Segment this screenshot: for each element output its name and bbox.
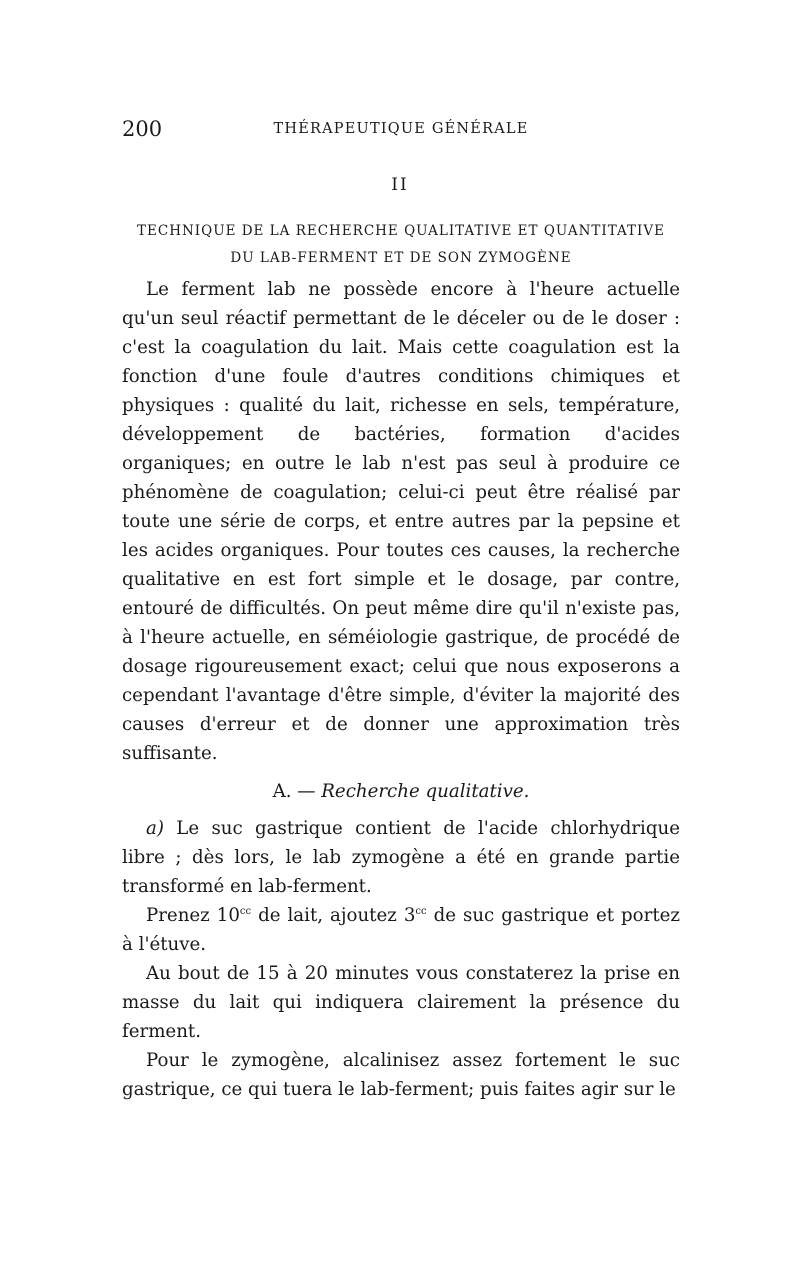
section-number: II bbox=[391, 175, 409, 195]
intro-paragraph: Le ferment lab ne possède encore à l'heure actuelle qu'un seul réactif permettant de le déceler ou de le doser : c'est la coagulation du lait. Mais cette coagulation est la fonction d'une foule d'autres conditions chimiques et physiques : qualité du lait, richesse en sels, température, développement de bactéries, formation d'acides organiques; en outre le lab n'est pas seul à produire ce phénomène de coagulation; celui-ci peut être réalisé par toute une série de corps, et entre autres par la pepsine et les acides organiques. Pour toutes ces causes, la recherche qualitative en est fort simple et le dosage, par contre, entouré de difficultés. On peut même dire qu'il n'existe pas, à l'heure actuelle, en séméiologie gastrique, de procédé de dosage rigoureusement exact; celui que nous exposerons a cependant l'avantage d'être simple, d'éviter la majorité des causes d'erreur et de donner une approximation très suffisante. bbox=[122, 279, 680, 764]
subsection-heading bbox=[122, 777, 680, 806]
body-text bbox=[122, 275, 680, 1104]
subsection-letter: A. — bbox=[272, 781, 322, 802]
section-heading bbox=[122, 218, 680, 272]
prenez-text-1: Prenez 10 bbox=[146, 905, 240, 926]
prenez-text-3: de suc gastrique et portez à l'étuve. bbox=[122, 905, 680, 955]
paragraph-prenez bbox=[122, 901, 680, 959]
running-header bbox=[122, 117, 680, 145]
page-number: 200 bbox=[122, 117, 163, 141]
prenez-text-2: de lait, ajoutez 3 bbox=[251, 905, 416, 926]
item-a-mark: a) bbox=[146, 818, 164, 839]
item-a-text: Le suc gastrique contient de l'acide chlorhydrique libre ; dès lors, le lab zymogène a été en grande partie transformé en lab-ferment. bbox=[122, 818, 680, 897]
prenez-unit-1: cc bbox=[239, 906, 252, 917]
running-title: THÉRAPEUTIQUE GÉNÉRALE bbox=[273, 121, 529, 137]
section-heading-line-1: TECHNIQUE DE LA RECHERCHE QUALITATIVE ET QUANTITATIVE bbox=[137, 223, 665, 239]
paragraph-item-a bbox=[122, 814, 680, 901]
paragraph-au-bout: Au bout de 15 à 20 minutes vous constaterez la prise en masse du lait qui indiquera clairement la présence du ferment. bbox=[122, 963, 680, 1042]
prenez-unit-2: cc bbox=[415, 906, 427, 917]
subsection-title: Recherche qualitative. bbox=[321, 781, 530, 802]
paragraph-pour-le: Pour le zymogène, alcalinisez assez fortement le suc gastrique, ce qui tuera le lab-ferment; puis faites agir sur le bbox=[122, 1050, 680, 1100]
section-heading-line-2: DU LAB-FERMENT ET DE SON ZYMOGÈNE bbox=[230, 250, 572, 266]
